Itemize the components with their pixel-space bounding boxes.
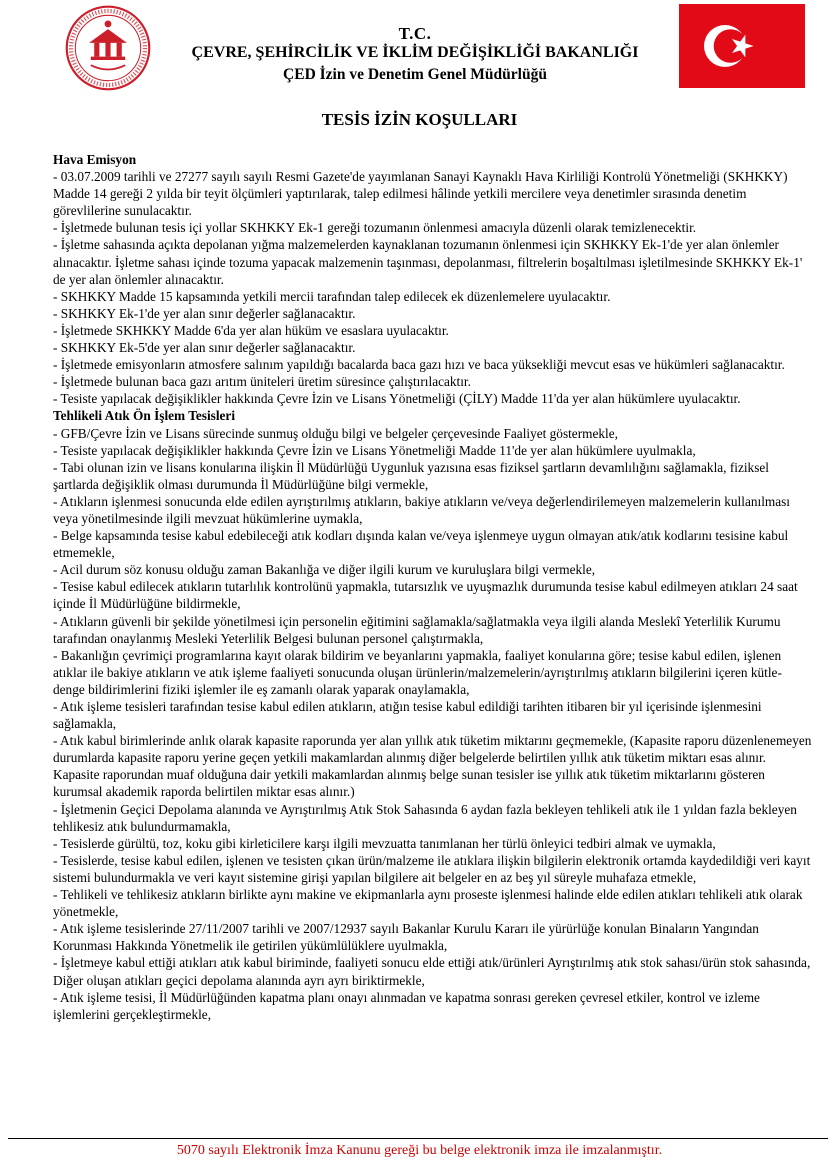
section-heading: Tehlikeli Atık Ön İşlem Tesisleri — [53, 408, 236, 424]
org-directorate: ÇED İzin ve Denetim Genel Müdürlüğü — [283, 66, 547, 83]
condition-item: - Acil durum söz konusu olduğu zaman Bakanlığa ve diğer ilgili kurum ve kuruluşlara bilgi vermekle, — [53, 562, 596, 578]
footer-divider — [8, 1138, 828, 1139]
condition-item: - İşletme sahasında açıkta depolanan yığma malzemelerden kaynaklanan tozumanın önlenmesi için SKHKKY Ek-1'de yer alan önlemler alınacaktır. İşletme sahası içinde tozuma yapacak malzemenin taşınması, depolanması, filtrelerin boşaltılması işletilmesinde SKHKKY Ek-1' de yer alan önlemler alınacaktır. — [53, 237, 803, 287]
condition-item: - Tesise kabul edilecek atıkların tutarlılık kontrolünü yapmakla, tutarsızlık ve uyuşmazlık durumunda tesise kabul edilmeyen atıkları 24 saat içinde İl Müdürlüğüne bildirmekle, — [53, 579, 798, 612]
condition-item: - İşletmeye kabul ettiği atıkları atık kabul biriminde, faaliyeti sonucu elde ettiği atık/ürünleri Ayrıştırılmış atık stok sahası/ürün stok sahasında, Diğer oluşan atıkları geçici depolama alanında ayrı ayrı biriktirmekle, — [53, 955, 811, 988]
condition-item: - 03.07.2009 tarihli ve 27277 sayılı sayılı Resmi Gazete'de yayımlanan Sanayi Kaynaklı Hava Kirliliği Kontrolü Yönetmeliği (SKHKKY) Madde 14 gereği 2 yılda bir teyit ölçümleri yaptırılarak, talep edilmesi hâlinde yetkili mercilere veya denetimler sırasında denetim görevlilerine sunulacaktır. — [53, 169, 788, 219]
condition-item: - İşletmede bulunan tesis içi yollar SKHKKY Ek-1 gereği tozumanın önlenmesi amacıyla düzenli olarak temizlenecektir. — [53, 220, 697, 236]
ministry-seal-icon — [65, 5, 151, 91]
condition-item: - Bakanlığın çevrimiçi programlarına kayıt olarak bildirim ve beyanlarını yapmakla, faaliyet konularına göre; tesise kabul edilen, işlenen atıklar ile bakiye atıkların ve atık işleme faaliyeti sonucunda oluşan ürünlerin/malzemelerin/ayrıştırılmış atıkların bilgilerini içeren kütle-denge bildirimlerini fiziki işlemler ile eş zamanlı olarak yaparak onaylamakla, — [53, 647, 782, 697]
condition-item: - Tesiste yapılacak değişiklikler hakkında Çevre İzin ve Lisans Yönetmeliği (ÇİLY) Madde 11'da yer alan hükümlere uyulacaktır. — [53, 391, 741, 407]
condition-item: - İşletmenin Geçici Depolama alanında ve Ayrıştırılmış Atık Stok Sahasında 6 aydan fazla bekleyen tehlikeli atık ile 1 yıldan fazla bekleyen tehlikesiz atık bulundurmamakla, — [53, 801, 797, 834]
condition-item: - Tesislerde, tesise kabul edilen, işlenen ve tesisten çıkan ürün/malzeme ile atıklara ilişkin bilgilerin elektronik ortamda kaydedildiği veri kayıt sistemi bulundurmakla ve veri kayıt sistemine girişi yapılan bilgilere ait belgeler en az beş yıl süreyle muhafaza etmekle, — [53, 852, 811, 885]
condition-item: - Atık işleme tesisi, İl Müdürlüğünden kapatma planı onayı alınmadan ve kapatma sonrası gereken çevresel etkiler, kontrol ve izleme işlemlerini gerçekleştirmekle, — [53, 989, 760, 1022]
condition-item: - GFB/Çevre İzin ve Lisans sürecinde sunmuş olduğu bilgi ve belgeler çerçevesinde Faaliyet göstermekle, — [53, 425, 618, 441]
condition-item: - Atıkların işlenmesi sonucunda elde edilen ayrıştırılmış atıkların, bakiye atıkların ve/veya değerlendirilemeyen malzemelerin kullanılması veya yönetilmesinde ilgili mevzuat hükümlerine uymakla, — [53, 493, 791, 526]
turkish-flag-icon — [679, 4, 805, 88]
condition-item: - Tesiste yapılacak değişiklikler hakkında Çevre İzin ve Lisans Yönetmeliği Madde 11'de yer alan hükümlere uyulmakla, — [53, 442, 696, 458]
condition-item: - Tabi olunan izin ve lisans konularına ilişkin İl Müdürlüğü Uygunluk yazısına esas fiziksel şartların devamlılığını sağlamakla, fiziksel şartlarda değişiklik olması durumunda İl Müdürlüğüne bilgi vermekle, — [53, 459, 769, 492]
e-signature-note: 5070 sayılı Elektronik İmza Kanunu gereği bu belge elektronik imza ile imzalanmıştır. — [176, 1143, 663, 1158]
condition-item: - SKHKKY Ek-5'de yer alan sınır değerler sağlanacaktır. — [53, 340, 356, 356]
condition-item: - İşletmede SKHKKY Madde 6'da yer alan hüküm ve esaslara uyulacaktır. — [53, 322, 449, 338]
document-body — [53, 151, 813, 1023]
condition-item: - Atıkların güvenli bir şekilde yönetilmesi için personelin eğitimini sağlamakla/sağlatmakla veya ilgili alanda Meslekî Yeterlilik Kurumu tarafından onaylanmış Mesleki Yeterlilik Belgesi bulunan personel çalıştırmakla, — [53, 613, 781, 646]
org-country: T.C. — [398, 24, 432, 43]
condition-item: - SKHKKY Ek-1'de yer alan sınır değerler sağlanacaktır. — [53, 305, 356, 321]
condition-item: - Belge kapsamında tesise kabul edebileceği atık kodları dışında kalan ve/veya işlenmeye uygun olmayan atık/atık kodlarını tesisine kabul etmemekle, — [53, 528, 789, 561]
condition-item: - Atık işleme tesislerinde 27/11/2007 tarihli ve 2007/12937 sayılı Bakanlar Kurulu Kararı ile yürürlüğe konulan Binaların Yangından Korunması Hakkında Yönetmelik ile getirilen yükümlülüklere uyulmakla, — [53, 921, 759, 954]
condition-item: - İşletmede emisyonların atmosfere salınım yapıldığı bacalarda baca gazı hızı ve baca yüksekliği mevcut esas ve hükümleri sağlanacaktır. — [53, 357, 785, 373]
section-heading: Hava Emisyon — [53, 152, 137, 167]
condition-item: - Tesislerde gürültü, toz, koku gibi kirleticilere karşı ilgili mevzuatta tanımlanan her türlü önleyici tedbiri almak ve uymakla, — [53, 835, 716, 851]
condition-item: - Atık kabul birimlerinde anlık olarak kapasite raporunda yer alan yıllık atık tüketim miktarını geçmemekle, (Kapasite raporu düzenlenemeyen durumlarda kapasite raporu yerine geçen yetkili makamlardan alınmış diğer belgelerde belirtilen yıllık atık tüketim miktarı esas alınır. Kapasite raporundan muaf olduğuna dair yetkili makamlardan alınmış belge sunan tesisler ise yıllık atık tüketim miktarlarını gösteren kurumsal akademik raporda belirtilen miktar esas alınır.) — [53, 733, 812, 800]
condition-item: - SKHKKY Madde 15 kapsamında yetkili mercii tarafından talep edilecek ek düzenlemelere uyulacaktır. — [53, 288, 611, 304]
condition-item: - Tehlikeli ve tehlikesiz atıkların birlikte aynı makine ve ekipmanlarla aynı proseste işlenmesi halinde elde edilen atıkları tehlikeli atık olarak yönetmekle, — [53, 887, 803, 920]
condition-item: - İşletmede bulunan baca gazı arıtım üniteleri üretim süresince çalıştırılacaktır. — [53, 374, 471, 390]
document-title: TESİS İZİN KOŞULLARI — [321, 110, 518, 129]
org-ministry: ÇEVRE, ŞEHİRCİLİK VE İKLİM DEĞİŞİKLİĞİ BAKANLIĞI — [191, 44, 639, 61]
condition-item: - Atık işleme tesisleri tarafından tesise kabul edilen atıkların, atığın tesise kabul edildiği tarihten itibaren bir yıl içerisinde işlenmesini sağlamakla, — [53, 699, 762, 732]
